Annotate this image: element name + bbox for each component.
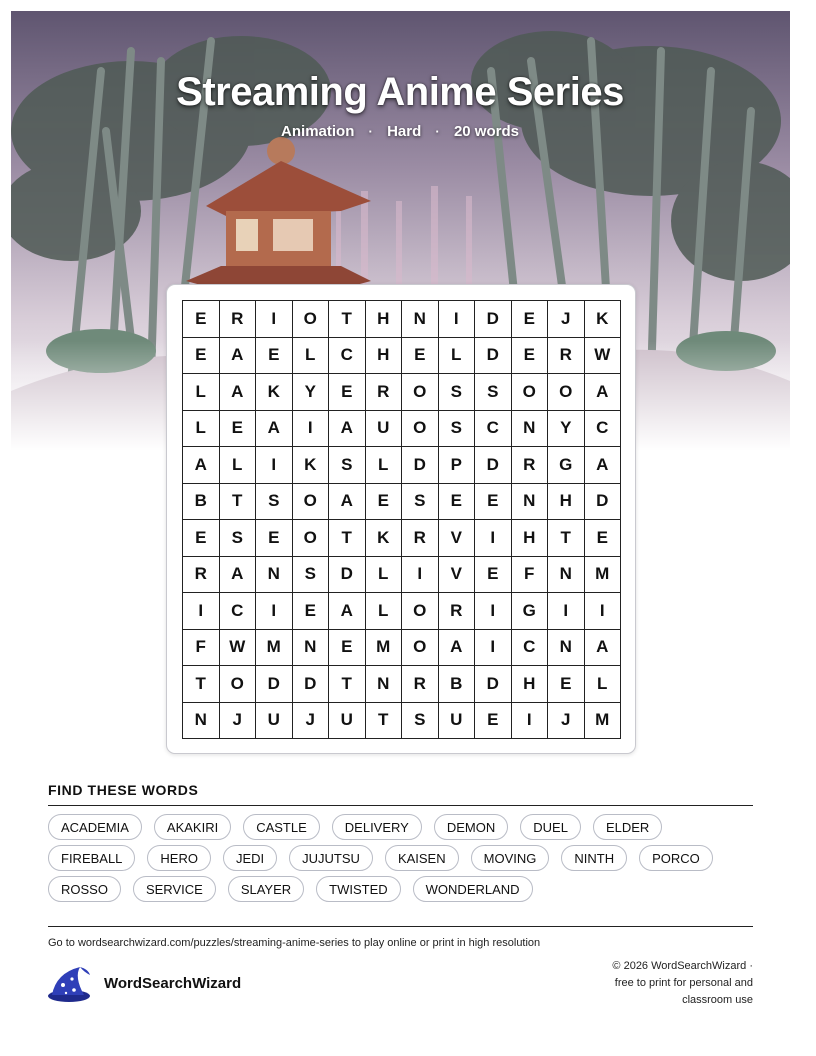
grid-cell[interactable]: S	[220, 520, 257, 557]
word-chip: SERVICE	[133, 876, 216, 902]
grid-cell[interactable]: D	[475, 338, 512, 375]
grid-cell[interactable]: E	[548, 666, 585, 703]
grid-cell[interactable]: L	[366, 557, 403, 594]
grid-cell[interactable]: K	[366, 520, 403, 557]
grid-cell[interactable]: T	[329, 301, 366, 338]
grid-cell[interactable]: A	[256, 411, 293, 448]
grid-cell[interactable]: E	[183, 338, 220, 375]
grid-cell[interactable]: T	[366, 703, 403, 740]
grid-cell[interactable]: I	[256, 593, 293, 630]
difficulty-label: Hard	[387, 123, 422, 140]
grid-cell[interactable]: E	[256, 520, 293, 557]
grid-cell[interactable]: A	[585, 447, 622, 484]
grid-cell[interactable]: E	[475, 703, 512, 740]
grid-cell[interactable]: H	[366, 338, 403, 375]
word-count-label: 20 words	[453, 123, 519, 140]
grid-cell[interactable]: J	[548, 703, 585, 740]
wizard-hat-icon	[46, 963, 92, 1003]
grid-cell[interactable]: R	[402, 520, 439, 557]
grid-cell[interactable]: N	[256, 557, 293, 594]
divider	[48, 926, 753, 927]
grid-cell[interactable]: A	[439, 630, 476, 667]
word-chip: SLAYER	[228, 876, 304, 902]
grid-cell[interactable]: M	[366, 630, 403, 667]
grid-cell[interactable]: A	[585, 630, 622, 667]
word-chip: CASTLE	[243, 814, 320, 840]
grid-cell[interactable]: A	[220, 557, 257, 594]
grid-cell[interactable]: O	[402, 411, 439, 448]
grid-cell[interactable]: I	[402, 557, 439, 594]
grid-cell[interactable]: J	[293, 703, 330, 740]
grid-cell[interactable]: L	[183, 374, 220, 411]
grid-cell[interactable]: S	[293, 557, 330, 594]
copyright-line: classroom use	[682, 994, 753, 1006]
grid-cell[interactable]: A	[585, 374, 622, 411]
grid-cell[interactable]: A	[220, 374, 257, 411]
grid-cell[interactable]: I	[548, 593, 585, 630]
brand[interactable]	[46, 963, 241, 1003]
grid-cell[interactable]: W	[585, 338, 622, 375]
word-chip: WONDERLAND	[413, 876, 533, 902]
grid-cell[interactable]: I	[439, 301, 476, 338]
grid-cell[interactable]: C	[512, 630, 549, 667]
word-chip: FIREBALL	[48, 845, 135, 871]
grid-cell[interactable]: I	[475, 630, 512, 667]
grid-cell[interactable]: P	[439, 447, 476, 484]
grid-cell[interactable]: K	[256, 374, 293, 411]
word-chip: JUJUTSU	[289, 845, 373, 871]
grid-cell[interactable]: C	[585, 411, 622, 448]
page-title: Streaming Anime Series	[176, 70, 624, 114]
word-chip: PORCO	[639, 845, 713, 871]
grid-cell[interactable]: E	[329, 630, 366, 667]
grid-cell[interactable]: Y	[548, 411, 585, 448]
grid-cell[interactable]: J	[220, 703, 257, 740]
grid-cell[interactable]: A	[183, 447, 220, 484]
grid-cell[interactable]: E	[475, 484, 512, 521]
grid-cell[interactable]: D	[475, 447, 512, 484]
grid-cell[interactable]: T	[220, 484, 257, 521]
grid-cell[interactable]: E	[512, 301, 549, 338]
grid-cell[interactable]: I	[256, 447, 293, 484]
grid-cell[interactable]: N	[293, 630, 330, 667]
grid-cell[interactable]: S	[402, 703, 439, 740]
word-chip: JEDI	[223, 845, 277, 871]
grid-cell[interactable]: E	[329, 374, 366, 411]
grid-cell[interactable]: A	[329, 411, 366, 448]
word-chip: TWISTED	[316, 876, 401, 902]
grid-cell[interactable]: T	[183, 666, 220, 703]
grid-cell[interactable]: C	[475, 411, 512, 448]
copyright-notice	[563, 958, 753, 1009]
grid-cell[interactable]: E	[402, 338, 439, 375]
grid-cell[interactable]: D	[293, 666, 330, 703]
grid-cell[interactable]: L	[293, 338, 330, 375]
grid-cell[interactable]: S	[439, 374, 476, 411]
word-chip: ACADEMIA	[48, 814, 142, 840]
grid-cell[interactable]: A	[220, 338, 257, 375]
grid-cell[interactable]: H	[366, 301, 403, 338]
grid-cell[interactable]: R	[183, 557, 220, 594]
grid-cell[interactable]: K	[585, 301, 622, 338]
grid-cell[interactable]: V	[439, 557, 476, 594]
grid-cell[interactable]: L	[439, 338, 476, 375]
grid-cell[interactable]: U	[256, 703, 293, 740]
grid-cell[interactable]: L	[366, 447, 403, 484]
grid-cell[interactable]: O	[220, 666, 257, 703]
grid-cell[interactable]: S	[439, 411, 476, 448]
separator-dot: ·	[368, 124, 373, 139]
grid-cell[interactable]: D	[475, 666, 512, 703]
grid-cell[interactable]: C	[220, 593, 257, 630]
word-chip: MOVING	[471, 845, 550, 871]
grid-cell[interactable]: B	[183, 484, 220, 521]
grid-cell[interactable]: D	[256, 666, 293, 703]
grid-cell[interactable]: O	[402, 630, 439, 667]
word-chip: AKAKIRI	[154, 814, 231, 840]
grid-cell[interactable]: A	[329, 593, 366, 630]
letter-grid	[182, 300, 621, 739]
grid-cell[interactable]: O	[402, 593, 439, 630]
grid-cell[interactable]: N	[548, 557, 585, 594]
grid-cell[interactable]: U	[329, 703, 366, 740]
puzzle-card	[166, 284, 636, 754]
grid-cell[interactable]: R	[220, 301, 257, 338]
puzzle-meta	[0, 123, 800, 140]
grid-cell[interactable]: R	[366, 374, 403, 411]
grid-cell[interactable]: R	[512, 447, 549, 484]
grid-cell[interactable]: F	[512, 557, 549, 594]
word-chip: NINTH	[561, 845, 627, 871]
grid-cell[interactable]: O	[293, 520, 330, 557]
grid-cell[interactable]: N	[366, 666, 403, 703]
word-list	[48, 814, 758, 902]
grid-cell[interactable]: D	[585, 484, 622, 521]
grid-cell[interactable]: S	[475, 374, 512, 411]
grid-cell[interactable]: R	[439, 593, 476, 630]
grid-cell[interactable]: E	[293, 593, 330, 630]
footer-url-text: Go to wordsearchwizard.com/puzzles/streaming-anime-series to play online or print in high resolution	[48, 937, 541, 949]
grid-cell[interactable]: O	[402, 374, 439, 411]
grid-cell[interactable]: E	[475, 557, 512, 594]
category-label: Animation	[281, 123, 355, 140]
grid-cell[interactable]: H	[512, 666, 549, 703]
word-chip: DELIVERY	[332, 814, 422, 840]
grid-cell[interactable]: I	[475, 520, 512, 557]
grid-cell[interactable]: B	[439, 666, 476, 703]
word-chip: KAISEN	[385, 845, 459, 871]
grid-cell[interactable]: R	[402, 666, 439, 703]
separator-dot: ·	[435, 124, 440, 139]
copyright-line: © 2026 WordSearchWizard ·	[612, 960, 753, 972]
word-chip: DEMON	[434, 814, 508, 840]
grid-cell[interactable]: N	[512, 411, 549, 448]
grid-cell[interactable]: E	[183, 520, 220, 557]
grid-cell[interactable]: E	[366, 484, 403, 521]
grid-cell[interactable]: L	[220, 447, 257, 484]
grid-cell[interactable]: T	[329, 520, 366, 557]
grid-cell[interactable]: F	[183, 630, 220, 667]
grid-cell[interactable]: L	[183, 411, 220, 448]
grid-cell[interactable]: S	[329, 447, 366, 484]
grid-cell[interactable]: I	[475, 593, 512, 630]
grid-cell[interactable]: O	[548, 374, 585, 411]
grid-cell[interactable]: D	[329, 557, 366, 594]
word-list-heading: FIND THESE WORDS	[48, 782, 199, 798]
grid-cell[interactable]: N	[183, 703, 220, 740]
grid-cell[interactable]: E	[512, 338, 549, 375]
grid-cell[interactable]: E	[585, 520, 622, 557]
grid-cell[interactable]: O	[512, 374, 549, 411]
grid-cell[interactable]: O	[293, 484, 330, 521]
grid-cell[interactable]: O	[293, 301, 330, 338]
word-chip: ELDER	[593, 814, 662, 840]
grid-cell[interactable]: N	[512, 484, 549, 521]
grid-cell[interactable]: K	[293, 447, 330, 484]
grid-cell[interactable]: L	[585, 666, 622, 703]
grid-cell[interactable]: Y	[293, 374, 330, 411]
grid-cell[interactable]: H	[548, 484, 585, 521]
brand-name: WordSearchWizard	[104, 974, 242, 992]
grid-cell[interactable]: I	[512, 703, 549, 740]
grid-cell[interactable]: W	[220, 630, 257, 667]
grid-cell[interactable]: U	[439, 703, 476, 740]
grid-cell[interactable]: A	[329, 484, 366, 521]
grid-cell[interactable]: R	[548, 338, 585, 375]
copyright-line: free to print for personal and	[614, 977, 753, 989]
grid-cell[interactable]: M	[585, 557, 622, 594]
grid-cell[interactable]: N	[402, 301, 439, 338]
grid-cell[interactable]: T	[548, 520, 585, 557]
word-chip: ROSSO	[48, 876, 121, 902]
word-chip: HERO	[147, 845, 211, 871]
grid-cell[interactable]: G	[512, 593, 549, 630]
divider	[48, 805, 753, 806]
grid-cell[interactable]: N	[548, 630, 585, 667]
grid-cell[interactable]: T	[329, 666, 366, 703]
grid-cell[interactable]: I	[585, 593, 622, 630]
grid-cell[interactable]: I	[183, 593, 220, 630]
grid-cell[interactable]: D	[402, 447, 439, 484]
grid-cell[interactable]: E	[256, 338, 293, 375]
grid-cell[interactable]: G	[548, 447, 585, 484]
word-chip: DUEL	[520, 814, 581, 840]
grid-cell[interactable]: S	[402, 484, 439, 521]
grid-cell[interactable]: J	[548, 301, 585, 338]
grid-cell[interactable]: H	[512, 520, 549, 557]
grid-cell[interactable]: M	[256, 630, 293, 667]
grid-cell[interactable]: S	[256, 484, 293, 521]
grid-cell[interactable]: E	[439, 484, 476, 521]
grid-cell[interactable]: I	[256, 301, 293, 338]
grid-cell[interactable]: M	[585, 703, 622, 740]
grid-cell[interactable]: E	[220, 411, 257, 448]
grid-cell[interactable]: U	[366, 411, 403, 448]
grid-cell[interactable]: C	[329, 338, 366, 375]
grid-cell[interactable]: V	[439, 520, 476, 557]
grid-cell[interactable]: I	[293, 411, 330, 448]
grid-cell[interactable]: D	[475, 301, 512, 338]
grid-cell[interactable]: L	[366, 593, 403, 630]
grid-cell[interactable]: E	[183, 301, 220, 338]
